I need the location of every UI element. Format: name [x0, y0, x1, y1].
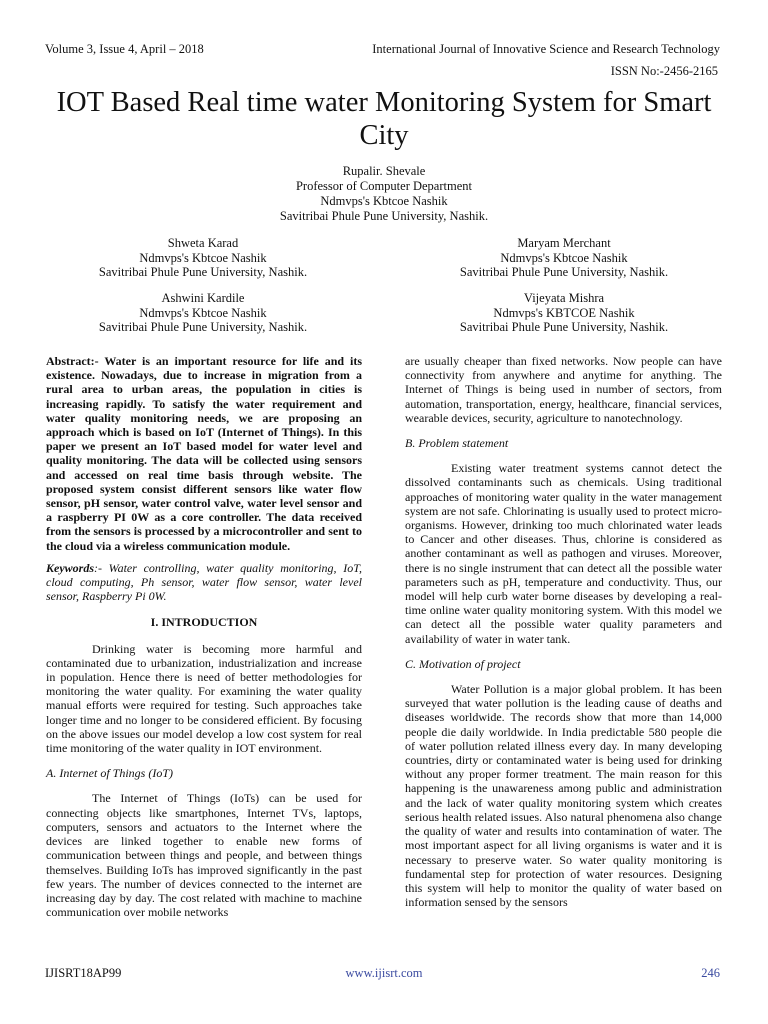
iot-paragraph-continued: are usually cheaper than fixed networks. Now people can have connectivity from anywhere and anytime for anything. The Internet of Things is being used in number of sectors, from automation, transportation, energy, healthcare, financial services, wearable devices, security, agriculture to nanotechnology. — [405, 354, 722, 425]
section-title-introduction: I. INTRODUCTION — [150, 615, 258, 630]
author-name: Vijeyata Mishra — [523, 291, 605, 305]
main-author-block — [0, 164, 768, 224]
author-university: Savitribai Phule Pune University, Nashik. — [459, 320, 669, 334]
author-block-2 — [414, 236, 714, 280]
author-university: Savitribai Phule Pune University, Nashik. — [98, 265, 308, 279]
author-university: Savitribai Phule Pune University, Nashik. — [459, 265, 669, 279]
author-college: Ndmvps's Kbtcoe Nashik — [500, 250, 628, 265]
keywords — [46, 561, 362, 604]
abstract: Abstract:- Water is an important resource for life and its existence. Nowadays, due to increase in migration from a rural area to urban areas, the population in cities is increasing rapidly. To satisfy the water requirement and water quality monitoring needs, we are proposing an approach which is based on IoT (Internet of Things). In this paper we present an IoT based model for water level and quality monitoring. The data will be collected using sensors and accessed on real time basis through website. The proposed system consist different sensors like water flow sensor, pH sensor, water control valve, water level sensor and a raspberry PI 0W as a core controller. The data received from the sensors is processed by a microcontroller and sent to the cloud via a wireless communication module. — [46, 354, 362, 553]
right-column — [405, 354, 722, 909]
subsection-title-motivation: C. Motivation of project — [405, 656, 521, 671]
left-column — [46, 354, 362, 919]
keywords-text: :- Water controlling, water quality monitoring, IoT, cloud computing, Ph sensor, water flow sensor, water level sensor, Raspberry Pi 0W. — [46, 560, 362, 604]
journal-name: International Journal of Innovative Science and Research Technology — [372, 42, 720, 56]
subsection-title-iot: A. Internet of Things (IoT) — [46, 766, 173, 781]
page-number: 246 — [701, 966, 720, 980]
author-university: Savitribai Phule Pune University, Nashik. — [98, 320, 308, 334]
intro-paragraph: Drinking water is becoming more harmful and contaminated due to urbanization, industrialization and increase in population. Hence there is need of better methodologies for monitoring the water quality. For examining the water quality manual efforts were required for testing. Such approaches take longer time and no longer to be considered efficient. By focusing on the above issues our model develop a low cost system for real time monitoring of the water quality in IOT environment. — [46, 641, 362, 756]
author-block-3 — [53, 291, 353, 335]
website-link[interactable]: www.ijisrt.com — [345, 966, 423, 980]
author-block-4 — [414, 291, 714, 335]
paper-title: IOT Based Real time water Monitoring System for Smart City — [56, 87, 712, 151]
motivation-paragraph: Water Pollution is a major global problem. It has been surveyed that water pollution is the leading cause of deaths and diseases worldwide. The records show that more than 14,000 people die daily worldwide. In India predictable 580 people die of water pollution related illness every day. In many developing countries, dirty or contaminated water is being used for drinking without any proper former treatment. The main reason for this happening is the unawareness among public and administration and the lack of water quality monitoring system which creates serious health related issues. Also natural phenomena also change the quality of water and results into contamination of water. The most important aspect for all living organisms is water and it is necessary to preserve water. So water quality monitoring is fundamental step for protection of water resources. Designing this system will help to monitor the quality of water based on information sensed by the sensors — [405, 682, 722, 910]
author-name: Ashwini Kardile — [161, 291, 245, 305]
author-university: Savitribai Phule Pune University, Nashik. — [279, 209, 489, 223]
author-college: Ndmvps's KBTCOE Nashik — [493, 305, 635, 320]
author-role: Professor of Computer Department — [295, 179, 472, 193]
keywords-label: Keywords — [46, 560, 94, 575]
subsection-title-problem: B. Problem statement — [405, 436, 509, 451]
problem-paragraph: Existing water treatment systems cannot detect the dissolved contaminants such as chemicals. Using traditional approaches of monitoring water quality in the water management system are not safe. Chlorinating is usually used to protect micro-organisms. However, drinking too much chlorinated water leads to Cancer and other diseases. Thus, chlorine is considered as another contaminant as well as pathogen and viruses. Moreover, there is no single instrument that can detect all the possible water parameters such as pH, temperature and conductivity. Thus, our model will help curb water borne diseases by developing a real-time online water quality monitoring system. With this model we can detect all the possible water quality parameters and availability of water in water tank. — [405, 461, 722, 646]
author-block-1 — [53, 236, 353, 280]
author-name: Rupalir. Shevale — [342, 164, 426, 178]
iot-paragraph: The Internet of Things (IoTs) can be used for connecting objects like smartphones, Internet TVs, laptops, computers, sensors and actuators to the Internet where the devices are linked together to enable new forms of communication between things and people, and between things themselves. Building IoTs has improved significantly in the past few years. The number of devices connected to the internet are increasing day by day. The cost related with machine to machine communication over mobile networks — [46, 791, 362, 920]
paper-id: IJISRT18AP99 — [45, 966, 122, 980]
author-college: Ndmvps's Kbtcoe Nashik — [139, 305, 267, 320]
issn: ISSN No:-2456-2165 — [610, 64, 718, 78]
author-name: Shweta Karad — [167, 236, 239, 250]
author-college: Ndmvps's Kbtcoe Nashik — [320, 194, 448, 208]
author-college: Ndmvps's Kbtcoe Nashik — [139, 250, 267, 265]
journal-volume: Volume 3, Issue 4, April – 2018 — [45, 42, 204, 56]
author-name: Maryam Merchant — [517, 236, 611, 250]
